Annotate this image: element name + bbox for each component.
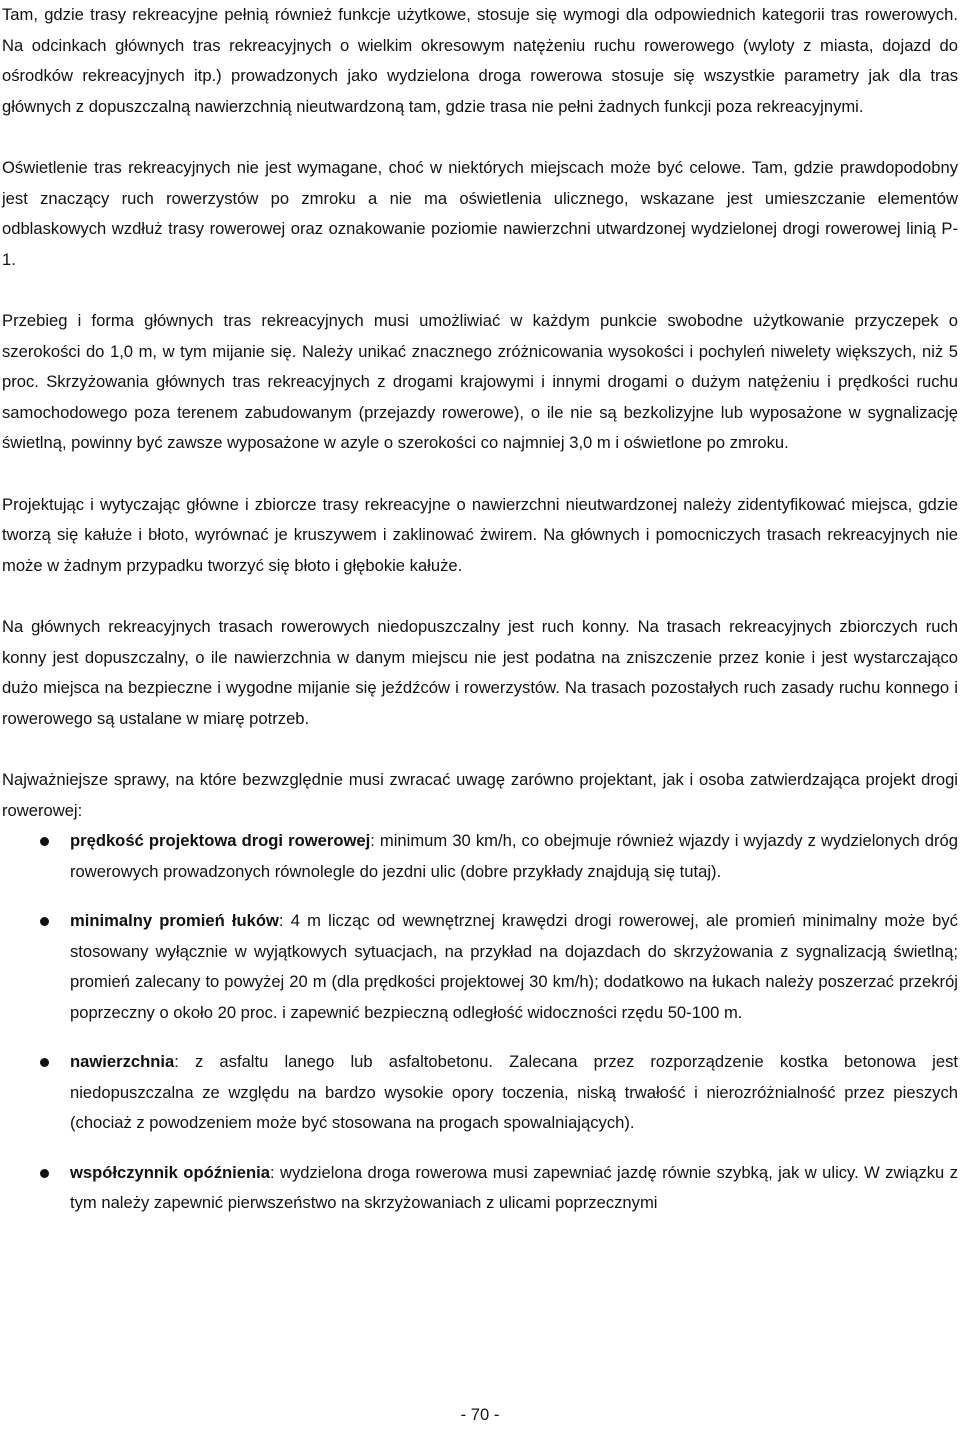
bullet-icon (40, 1169, 49, 1178)
list-item-term: minimalny promień łuków (70, 911, 279, 930)
paragraph-route-course-and-form: Przebieg i forma głównych tras rekreacyjnych musi umożliwiać w każdym punkcie swobodne użytkowanie przyczepek o szerokości do 1,0 m, w tym mijanie się. Należy unikać znacznego zróżnicowania wysokości i pochyleń niwelety większych, niż 5 proc. Skrzyżowania głównych tras rekreacyjnych z drogami krajowymi i innymi drogami o dużym natężeniu i prędkości ruchu samochodowego poza terenem zabudowanym (przejazdy rowerowe), o ile nie są bezkolizyjne lub wyposażone w sygnalizację świetlną, powinny być zawsze wyposażone w azyle o szerokości co najmniej 3,0 m i oświetlone po zmroku. (2, 311, 958, 452)
bullet-icon (40, 917, 49, 926)
bullet-icon (40, 837, 49, 846)
list-item-term: nawierzchnia (70, 1052, 175, 1071)
requirements-list (2, 826, 958, 1219)
list-item-term: prędkość projektowa drogi rowerowej (70, 831, 371, 850)
list-item-text: : 4 m licząc od wewnętrznej krawędzi drogi rowerowej, ale promień minimalny może być stosowany wyłącznie w wyjątkowych sytuacjach, na przykład na dojazdach do skrzyżowania z sygnalizacją świetlną; promień zalecany to powyżej 20 m (dla prędkości projektowej 30 km/h); dodatkowo na łukach należy poszerzać przekrój poprzeczny o około 20 proc. i zapewnić bezpieczną odległość widoczności rzędu 50-100 m. (70, 911, 958, 1022)
paragraph-unpaved-surface: Projektując i wytyczając główne i zbiorcze trasy rekreacyjne o nawierzchni nieutwardzonej należy zidentyfikować miejsca, gdzie tworzą się kałuże i błoto, wyrównać je kruszywem i zaklinować żwirem. Na głównych i pomocniczych trasach rekreacyjnych nie może w żadnym przypadku tworzyć się błoto i głębokie kałuże. (2, 494, 958, 575)
list-item-term: współczynnik opóźnienia (70, 1162, 270, 1182)
list-intro: Najważniejsze sprawy, na które bezwzględnie musi zwracać uwagę zarówno projektant, jak i osoba zatwierdzająca projekt drogi rowerowej: (2, 770, 958, 820)
bullet-icon (40, 1058, 49, 1067)
list-item (2, 1158, 958, 1219)
paragraph-lighting: Oświetlenie tras rekreacyjnych nie jest wymagane, choć w niektórych miejscach może być celowe. Tam, gdzie prawdopodobny jest znaczący ruch rowerzystów po zmroku a nie ma oświetlenia ulicznego, wskazane jest umieszczanie elementów odblaskowych wzdłuż trasy rowerowej oraz oznakowanie poziomie nawierzchni utwardzonej wydzielonej drogi rowerowej linią P-1. (2, 158, 958, 269)
list-item-text: : wydzielona droga rowerowa musi zapewniać jazdę równie szybką, jak w ulicy. W związku z tym należy zapewnić pierwszeństwo na skrzyżowaniach z ulicami poprzecznymi (70, 1162, 958, 1212)
list-item (2, 826, 958, 887)
list-item (2, 1047, 958, 1139)
page-number: - 70 - (460, 1405, 500, 1424)
list-item (2, 906, 958, 1028)
list-item-text: : z asfaltu lanego lub asfaltobetonu. Zalecana przez rozporządzenie kostka betonowa jest niedopuszczalna ze względu na bardzo wysokie opory toczenia, niską trwałość i nierozróżnialność przez pieszych (chociaż z powodzeniem może być stosowana na progach spowalniających). (70, 1052, 958, 1132)
paragraph-horse-traffic: Na głównych rekreacyjnych trasach rowerowych niedopuszczalny jest ruch konny. Na trasach rekreacyjnych zbiorczych ruch konny jest dopuszczalny, o ile nawierzchnia w danym miejscu nie jest podatna na zniszczenie przez konie i jest wystarczająco dużo miejsca na bezpieczne i wygodne mijanie się jeźdźców i rowerzystów. Na trasach pozostałych ruch zasady ruchu konnego i rowerowego są ustalane w miarę potrzeb. (2, 617, 958, 728)
paragraph-recreational-routes-usage: Tam, gdzie trasy rekreacyjne pełnią również funkcje użytkowe, stosuje się wymogi dla odpowiednich kategorii tras rowerowych. Na odcinkach głównych tras rekreacyjnych o wielkim okresowym natężeniu ruchu rowerowego (wyloty z miasta, dojazd do ośrodków rekreacyjnych itp.) prowadzonych jako wydzielona droga rowerowa stosuje się wszystkie parametry jak dla tras głównych z dopuszczalną nawierzchnią nieutwardzoną tam, gdzie trasa nie pełni żadnych funkcji poza rekreacyjnymi. (2, 5, 958, 116)
list-item-text: : minimum 30 km/h, co obejmuje również wjazdy i wyjazdy z wydzielonych dróg rowerowych prowadzonych równolegle do jezdni ulic (dobre przykłady znajdują się tutaj). (70, 831, 958, 881)
